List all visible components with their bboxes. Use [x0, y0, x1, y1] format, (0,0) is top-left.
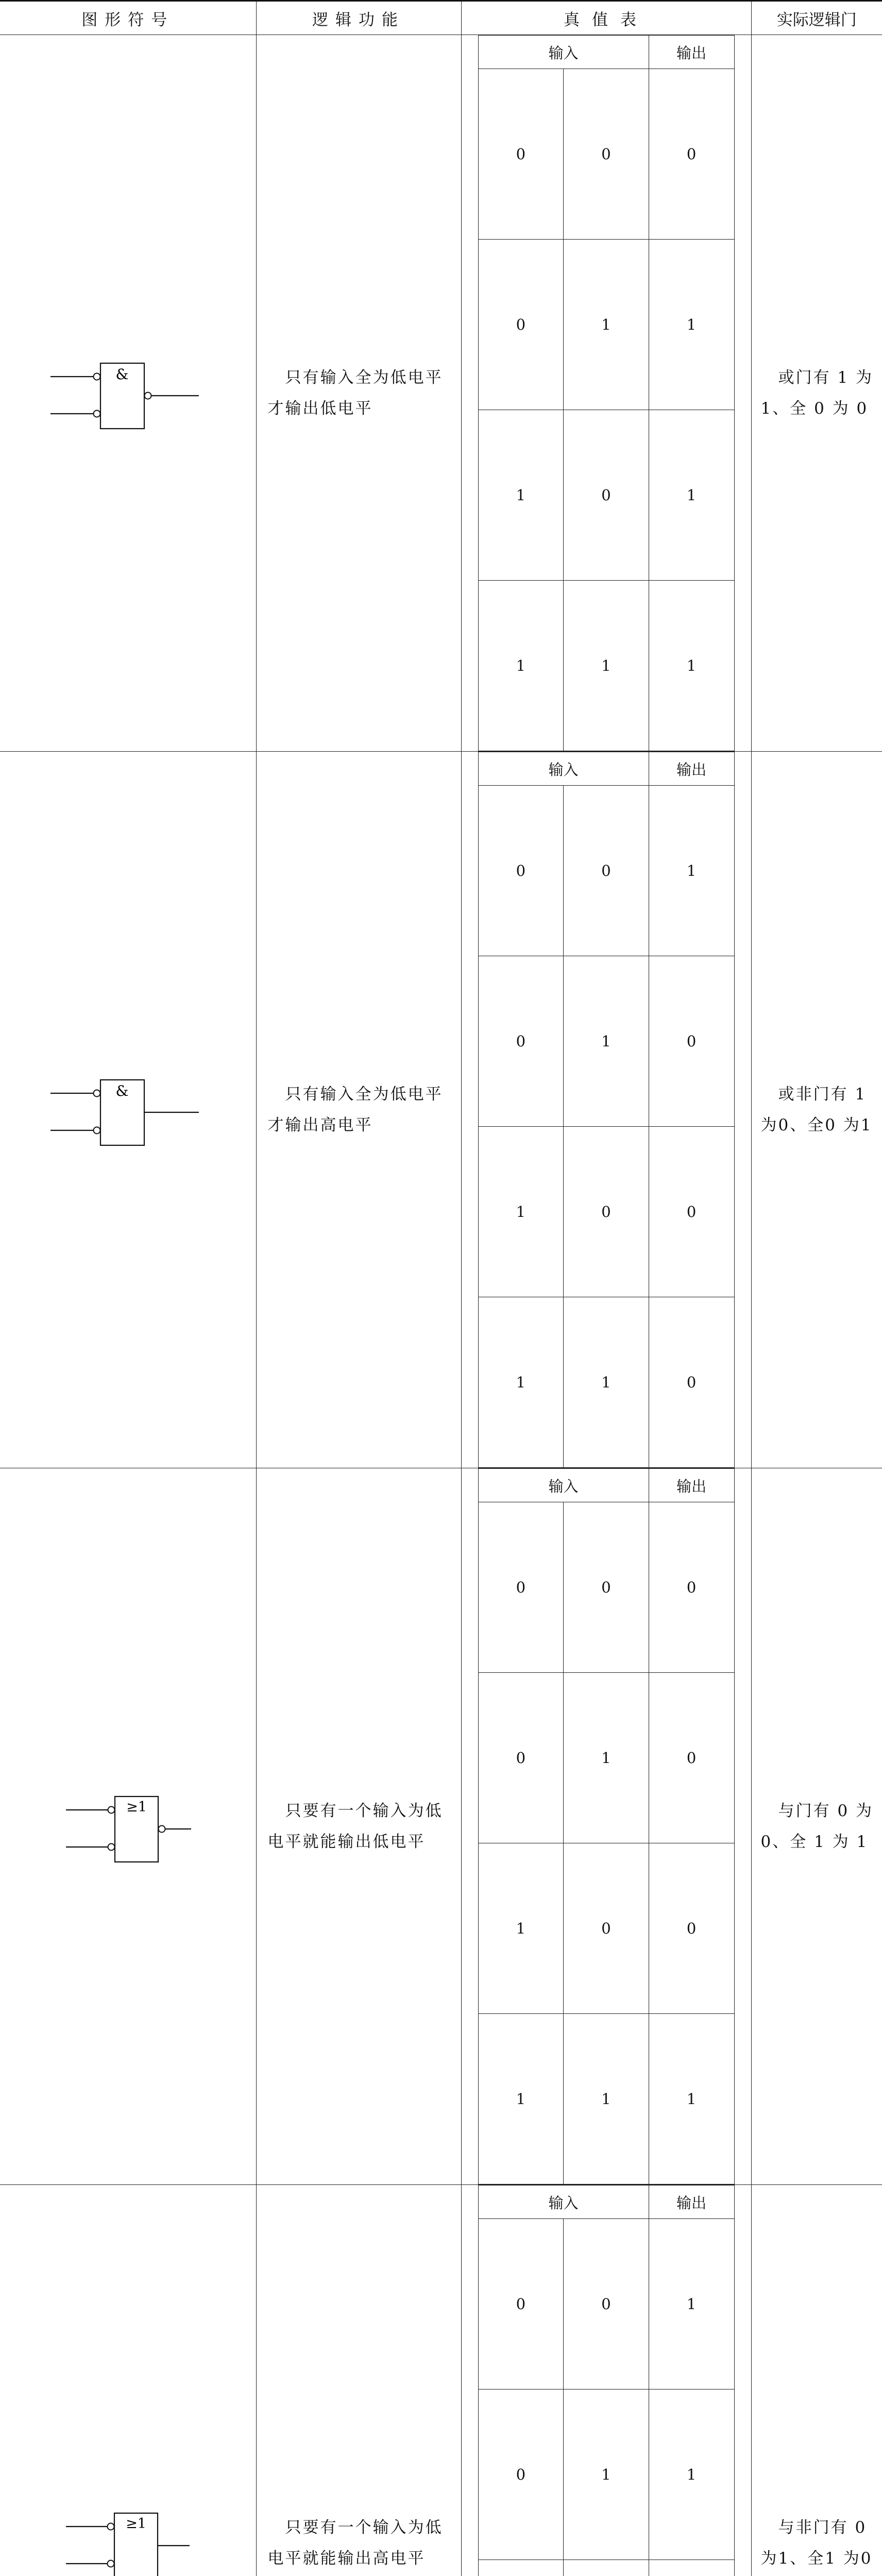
gate-label: ≥1: [126, 1799, 147, 1815]
input-bubble-b: [94, 1127, 100, 1134]
truth-row: [478, 581, 734, 751]
truth-value: 0: [478, 69, 564, 240]
truth-value: 1: [478, 410, 564, 581]
truth-table: [478, 752, 735, 1468]
truth-value: 0: [478, 956, 564, 1127]
truth-value: 0: [478, 786, 564, 956]
truth-value: 1: [564, 1297, 649, 1468]
truth-value: 0: [564, 1127, 649, 1297]
truth-value: 0: [478, 1502, 564, 1673]
actual-gate-cell: [751, 2185, 882, 2576]
truth-value: 0: [564, 1502, 649, 1673]
and-style-gate-symbol: [50, 1071, 205, 1148]
truth-value: 0: [649, 1673, 734, 1843]
truth-table-cell: [461, 1468, 751, 2185]
truth-value: 1: [564, 956, 649, 1127]
symbol-cell: [0, 1468, 256, 2185]
truth-output-header: 输出: [649, 1469, 734, 1502]
actual-gate-cell: [751, 35, 882, 752]
truth-row: [478, 786, 734, 956]
truth-output-header: 输出: [649, 36, 734, 69]
gate-label: ≥1: [126, 2516, 146, 2532]
truth-table: [478, 2185, 735, 2576]
input-bubble-b: [108, 2561, 114, 2567]
header-function: 逻辑功能: [256, 1, 461, 35]
input-bubble-a: [108, 1807, 115, 1814]
input-bubble-b: [108, 1844, 115, 1851]
truth-value: 1: [564, 2389, 649, 2560]
truth-row: [478, 240, 734, 410]
truth-row: [478, 2014, 734, 2184]
truth-value: 1: [649, 410, 734, 581]
truth-row: [478, 2560, 734, 2576]
truth-input-header: 输入: [478, 1469, 649, 1502]
truth-value: 1: [649, 786, 734, 956]
truth-row: [478, 1297, 734, 1468]
truth-input-header: 输入: [478, 752, 649, 786]
function-cell: [256, 1468, 461, 2185]
function-text: 只要有一个输入为低电平就能输出高电平: [268, 2512, 453, 2574]
input-bubble-a: [94, 374, 100, 380]
truth-value: 0: [478, 2219, 564, 2389]
actual-gate-cell: [751, 752, 882, 1468]
function-text: 只有输入全为低电平才输出高电平: [268, 1079, 453, 1141]
actual-gate-text: 与非门有 0 为1、全1 为0: [761, 2512, 875, 2574]
truth-row: [478, 410, 734, 581]
input-bubble-a: [94, 1090, 100, 1097]
gate-label: &: [116, 1082, 129, 1099]
truth-value: 1: [564, 1673, 649, 1843]
truth-value: 0: [564, 410, 649, 581]
truth-value: 1: [564, 581, 649, 751]
truth-value: 0: [649, 1297, 734, 1468]
truth-table-cell: [461, 2185, 751, 2576]
truth-row: [478, 1843, 734, 2014]
truth-value: 1: [564, 2014, 649, 2184]
nor-style-gate-symbol: [50, 1788, 205, 1865]
truth-value: 1: [478, 1127, 564, 1297]
actual-gate-text: 或非门有 1 为0、全0 为1: [761, 1079, 875, 1141]
gate-row: [0, 2185, 882, 2576]
truth-input-header: 输入: [478, 36, 649, 69]
truth-value: 0: [478, 240, 564, 410]
truth-row: [478, 1673, 734, 1843]
gate-row: [0, 752, 882, 1468]
actual-gate-text: 或门有 1 为 1、全 0 为 0: [761, 362, 875, 424]
truth-value: 0: [564, 786, 649, 956]
input-bubble-a: [108, 2523, 114, 2530]
truth-row: [478, 2389, 734, 2560]
header-symbol: 图形符号: [0, 1, 256, 35]
truth-value: 1: [478, 1297, 564, 1468]
truth-output-header: 输出: [649, 2185, 734, 2219]
truth-value: 0: [564, 69, 649, 240]
output-bubble: [159, 1826, 165, 1833]
truth-value: 1: [649, 2219, 734, 2389]
gate-row: [0, 1468, 882, 2185]
symbol-cell: [0, 752, 256, 1468]
truth-table: [478, 35, 735, 751]
symbol-cell: [0, 35, 256, 752]
truth-value: 0: [649, 1502, 734, 1673]
header-actual-gate: 实际逻辑门: [751, 1, 882, 35]
function-cell: [256, 752, 461, 1468]
header-truth-table: 真值表: [461, 1, 751, 35]
truth-value: 1: [649, 2389, 734, 2560]
header-row: [0, 1, 882, 35]
truth-value: 1: [564, 240, 649, 410]
truth-value: [478, 2560, 564, 2576]
truth-value: 0: [649, 1843, 734, 2014]
or-style-gate-symbol: [50, 2504, 205, 2576]
truth-input-header: 输入: [478, 2185, 649, 2219]
truth-output-header: 输出: [649, 752, 734, 786]
actual-gate-text: 与门有 0 为 0、全 1 为 1: [761, 1795, 875, 1857]
truth-table-cell: [461, 752, 751, 1468]
truth-value: 0: [649, 956, 734, 1127]
function-text: 只要有一个输入为低电平就能输出低电平: [268, 1795, 453, 1857]
truth-value: 1: [478, 2014, 564, 2184]
input-bubble-b: [94, 411, 100, 417]
truth-value: 0: [478, 2389, 564, 2560]
truth-value: 0: [564, 2219, 649, 2389]
truth-row: [478, 2219, 734, 2389]
output-bubble: [145, 393, 151, 399]
truth-value: [564, 2560, 649, 2576]
truth-row: [478, 956, 734, 1127]
gate-label: &: [116, 366, 129, 383]
truth-value: 0: [564, 1843, 649, 2014]
truth-row: [478, 69, 734, 240]
truth-value: [649, 2560, 734, 2576]
truth-value: 1: [649, 2014, 734, 2184]
truth-table: [478, 1468, 735, 2184]
function-cell: [256, 2185, 461, 2576]
truth-value: 1: [649, 240, 734, 410]
function-cell: [256, 35, 461, 752]
truth-value: 0: [649, 69, 734, 240]
truth-row: [478, 1127, 734, 1297]
truth-table-cell: [461, 35, 751, 752]
truth-value: 0: [478, 1673, 564, 1843]
symbol-cell: [0, 2185, 256, 2576]
function-text: 只有输入全为低电平才输出低电平: [268, 362, 453, 424]
truth-value: 1: [478, 581, 564, 751]
truth-value: 1: [478, 1843, 564, 2014]
gate-row: [0, 35, 882, 752]
truth-row: [478, 1502, 734, 1673]
truth-value: 0: [649, 1127, 734, 1297]
actual-gate-cell: [751, 1468, 882, 2185]
nand-style-gate-symbol: [50, 354, 205, 432]
truth-value: 1: [649, 581, 734, 751]
